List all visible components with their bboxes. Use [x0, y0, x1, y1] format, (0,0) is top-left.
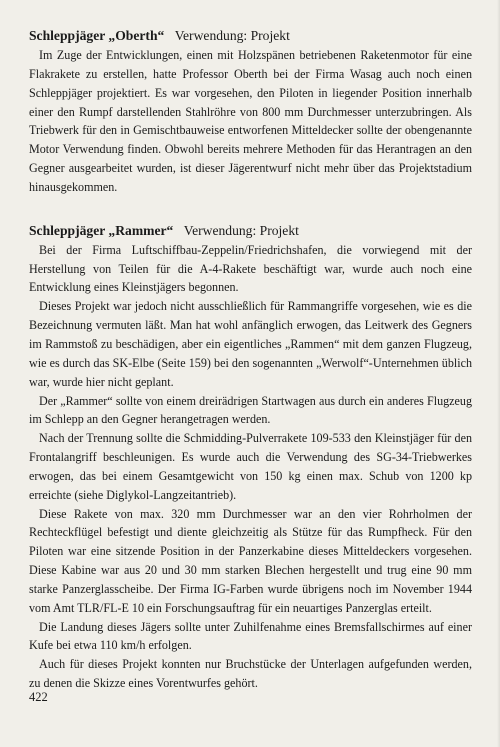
paragraph: Nach der Trennung sollte die Schmidding-Pulverrakete 109-533 den Kleinstjäger für den Frontalangriff beschleunigen. Es wurde auch die Verwendung des SG-34-Triebwerkes erwogen, das bei einem Gesamtgewicht von 150 kg einen max. Schub von 1200 kp erreichte (siehe Diglykol-Langzeitantrieb). — [29, 431, 472, 502]
section-title: Schleppjäger „Rammer“ — [29, 222, 174, 238]
paragraph: Diese Rakete von max. 320 mm Durchmesser war an den vier Rohrholmen der Rechteckflügel befestigt und diente gleichzeitig als Stütze für das Rumpfheck. Für den Piloten war eine sitzende Position in der Panzerkabine dieses Mitteldeckers vorgesehen. Diese Kabine war aus 20 und 30 mm starken Blechen hergestellt und trug eine 90 mm starke Panzerglasscheibe. Der Firma IG-Farben wurde übrigens noch im November 1944 vom Amt TLR/FL-E 10 ein Forschungsauftrag für ein neuartiges Panzerglas erteilt. — [29, 506, 472, 615]
paragraph: Dieses Projekt war jedoch nicht ausschließlich für Rammangriffe vorgesehen, wie es die Bezeichnung vermuten läßt. Man hat wohl anfänglich erwogen, das Leitwerk des Gegners im Rammstoß zu beschädigen, aber ein eigentliches „Rammen“ mit dem ganzen Flugzeug, wie es durch das SK-Elbe (Seite 159) bei den sogenannten „Werwolf“-Unternehmen üblich war, wurde hier nicht geplant. — [29, 299, 472, 389]
usage-label: Verwendung: Projekt — [174, 28, 290, 43]
paragraph: Der „Rammer“ sollte von einem dreirädrigen Startwagen aus durch ein anderes Flugzeug im Schlepp an den Gegner herangetragen werden. — [29, 393, 472, 427]
usage-label: Verwendung: Projekt — [183, 222, 299, 238]
paragraph: Bei der Firma Luftschiffbau-Zeppelin/Friedrichshafen, die vorwiegend mit der Herstellung von Teilen für die A-4-Rakete beschäftigt war, wurde auch noch eine Entwicklung eines Kleinstjägers begonnen. — [29, 242, 472, 295]
section-oberth — [29, 26, 472, 197]
section-title: Schleppjäger „Oberth“ — [29, 28, 165, 43]
page-body — [29, 26, 472, 693]
paragraph: Im Zuge der Entwicklungen, einen mit Holzspänen betriebenen Raketenmotor für eine Flakrakete zu erstellen, hatte Professor Oberth bei der Firma Wasag auch noch einen Schleppjäger projektiert. Es war vorgesehen, den Piloten in liegender Position innerhalb einer den Rumpf darstellenden Stahlröhre von 800 mm Durchmesser unterzubringen. Als Triebwerk für den in Gemischtbauweise entworfenen Mitteldecker sollte der obengenannte Motor Verwendung finden. Obwohl bereits mehrere Methoden für das Herantragen an den Gegner ausgearbeitet wurden, ist dieser Jägerentwurf nicht mehr über das Projektstadium hinausgekommen. — [29, 48, 472, 194]
section-heading — [29, 26, 472, 45]
section-heading — [29, 221, 472, 240]
section-rammer — [29, 221, 472, 693]
paragraph: Auch für dieses Projekt konnten nur Bruchstücke der Unterlagen aufgefunden werden, zu denen die Skizze eines Vorentwurfes gehört. — [29, 657, 472, 691]
paragraph: Die Landung dieses Jägers sollte unter Zuhilfenahme eines Bremsfallschirmes auf einer Kufe bei etwa 110 km/h erfolgen. — [29, 619, 472, 653]
page-number: 422 — [29, 690, 48, 704]
